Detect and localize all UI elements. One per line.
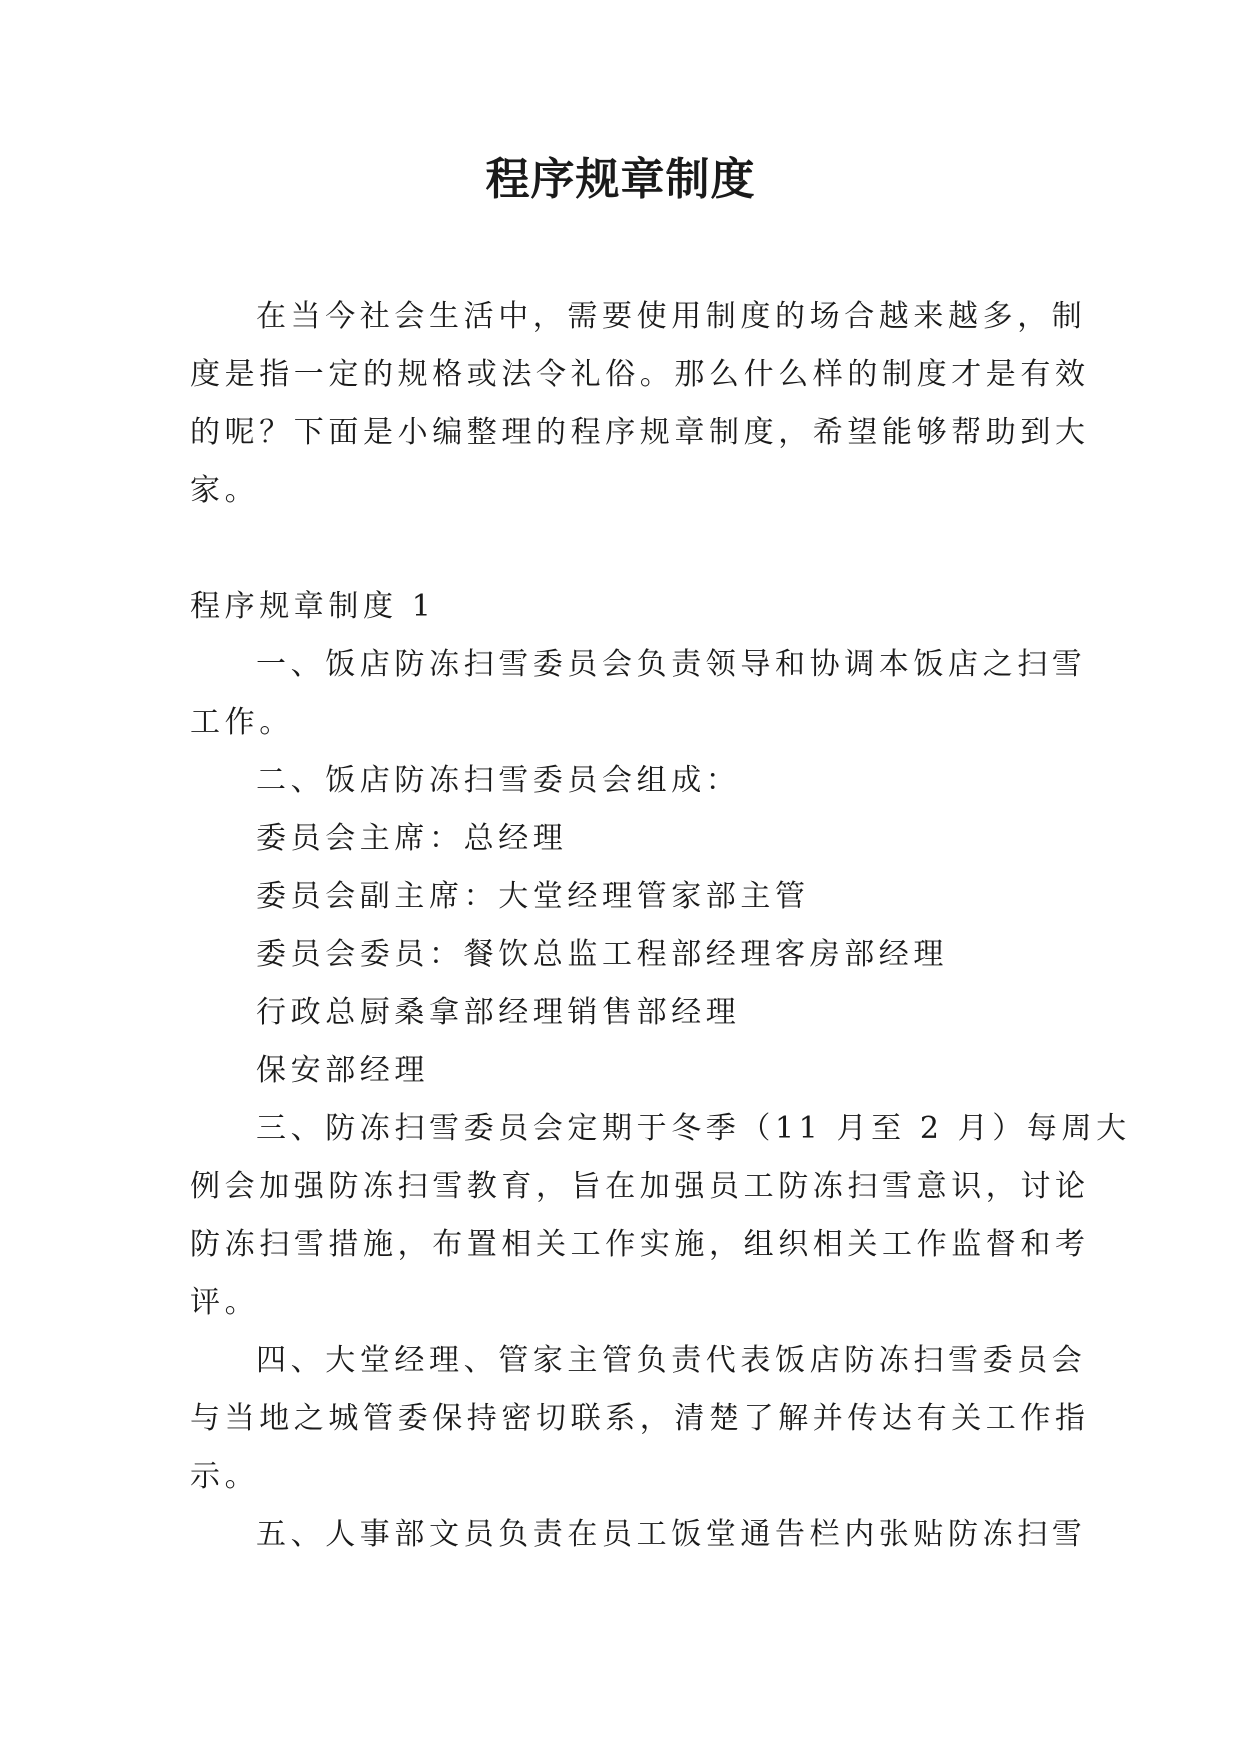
text-line: 委员会委员：餐饮总监工程部经理客房部经理	[256, 937, 948, 972]
text-line: 例会加强防冻扫雪教育，旨在加强员工防冻扫雪意识，讨论	[190, 1169, 1090, 1204]
document-title: 程序规章制度	[485, 154, 756, 205]
text-line: 示。	[190, 1459, 260, 1494]
section-heading: 程序规章制度 1	[190, 589, 436, 624]
text-line: 委员会副主席：大堂经理管家部主管	[256, 879, 810, 914]
text-line: 保安部经理	[256, 1053, 429, 1088]
text-line: 评。	[190, 1285, 260, 1320]
text-line: 与当地之城管委保持密切联系，清楚了解并传达有关工作指	[190, 1401, 1090, 1436]
document-body	[190, 288, 1131, 1564]
text-line: 二、饭店防冻扫雪委员会组成：	[256, 763, 741, 798]
text-line: 四、大堂经理、管家主管负责代表饭店防冻扫雪委员会	[256, 1343, 1087, 1378]
text-line: 一、饭店防冻扫雪委员会负责领导和协调本饭店之扫雪	[256, 647, 1087, 682]
text-line: 委员会主席：总经理	[256, 821, 568, 856]
text-line: 三、防冻扫雪委员会定期于冬季（11 月至 2 月）每周大	[256, 1111, 1131, 1146]
text-line: 度是指一定的规格或法令礼俗。那么什么样的制度才是有效	[190, 357, 1090, 392]
text-line: 防冻扫雪措施，布置相关工作实施，组织相关工作监督和考	[190, 1227, 1090, 1262]
blank-line	[190, 520, 1050, 578]
text-line: 五、人事部文员负责在员工饭堂通告栏内张贴防冻扫雪	[256, 1517, 1087, 1552]
text-line: 在当今社会生活中，需要使用制度的场合越来越多，制	[256, 299, 1087, 334]
text-line: 家。	[190, 473, 260, 508]
text-line: 工作。	[190, 705, 294, 740]
text-line: 的呢？下面是小编整理的程序规章制度，希望能够帮助到大	[190, 415, 1090, 450]
text-line: 行政总厨桑拿部经理销售部经理	[256, 995, 741, 1030]
